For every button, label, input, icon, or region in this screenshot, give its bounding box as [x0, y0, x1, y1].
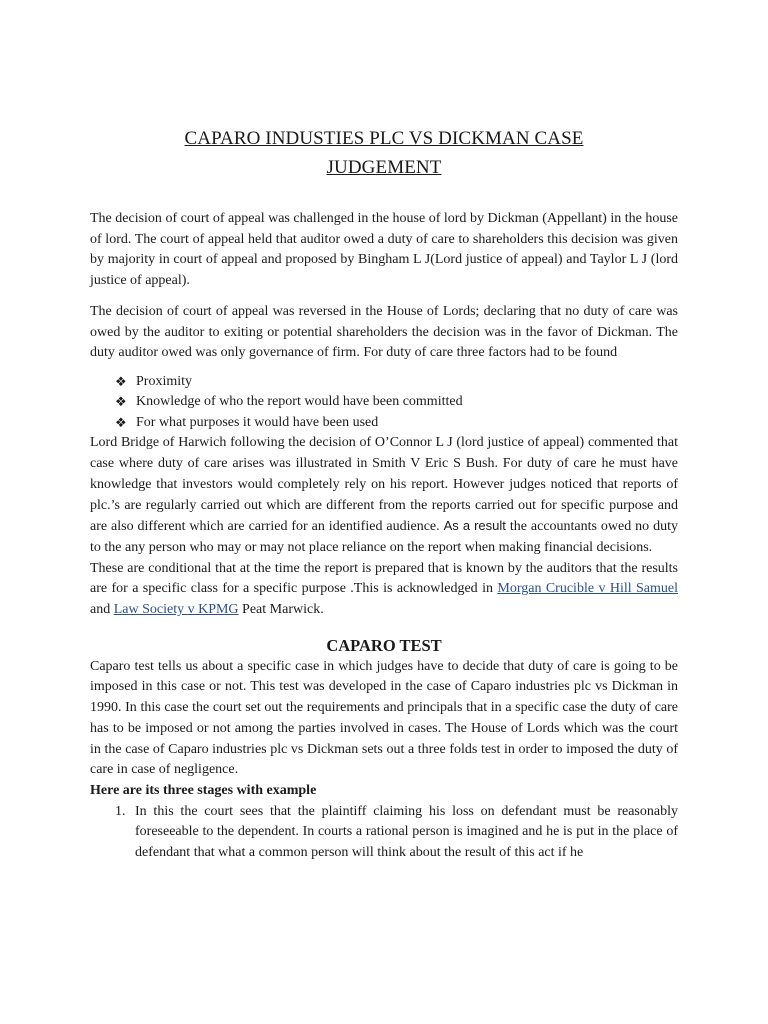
diamond-bullet-icon: ❖: [115, 414, 127, 430]
factor-item: ❖ For what purposes it would have been used: [115, 413, 678, 434]
stages-heading: Here are its three stages with example: [90, 782, 317, 798]
factors-list: [90, 372, 678, 434]
document-page: [90, 0, 678, 864]
stage-number: 1.: [115, 803, 126, 819]
factor-item: ❖ Knowledge of who the report would have been committed: [115, 392, 678, 413]
paragraph-house-of-lords: The decision of court of appeal was reversed in the House of Lords; declaring that no duty of care was owed by the auditor to exiting or potential shareholders the decision was in the favor of Dickman. The duty auditor owed was only governance of firm. For duty of care three factors had to be found: [90, 303, 678, 361]
diamond-bullet-icon: ❖: [115, 394, 127, 410]
link-morgan-crucible[interactable]: Morgan Crucible v Hill Samuel: [497, 581, 678, 597]
stage-text: In this the court sees that the plaintiff claiming his loss on defendant must be reasonably foreseeable to the dependent. In courts a rational person is imagined and he is put in the place of defendant that what a common person will think about the result of this act if he: [135, 803, 678, 861]
link-law-society-kpmg[interactable]: Law Society v KPMG: [113, 602, 239, 618]
stages-list: [90, 802, 678, 864]
title-line-1: CAPARO INDUSTIES PLC VS DICKMAN CASE: [184, 128, 584, 149]
diamond-bullet-icon: ❖: [115, 373, 127, 389]
paragraph-conditional: These are conditional that at the time the report is prepared that is known by the auditors that the results are for a specific class for a specific purpose .This is acknowledged in Morgan Crucible v Hill Samuel and Law Society v KPMG Peat Marwick.: [90, 560, 678, 618]
paragraph-lord-bridge: Lord Bridge of Harwich following the decision of O’Connor L J (lord justice of appeal) commented that case where duty of care arises was illustrated in Smith V Eric S Bush. For duty of care he must have knowledge that investors would completely rely on his report. However judges noticed that reports of plc.’s are regularly carried out which are different from the reports carried out for specific purpose and are also different which are carried for an identified audience. As a result the accountants owed no duty to the any person who may or may not place reliance on the report when making financial decisions.: [90, 435, 679, 555]
stage-item: [90, 802, 678, 864]
section-title-caparo-test: CAPARO TEST: [326, 635, 442, 655]
title-line-2: JUDGEMENT: [326, 157, 442, 178]
paragraph-caparo-test: Caparo test tells us about a specific case in which judges have to decide that duty of care is going to be imposed in this case or not. This test was developed in the case of Caparo industries plc vs Dickman in 1990. In this case the court set out the requirements and principals that in a specific case the duty of care has to be imposed or not among the parties involved in cases. The House of Lords which was the court in the case of Caparo industries plc vs Dickman sets out a three folds test in order to imposed the duty of care in case of negligence.: [90, 658, 678, 778]
factor-item: ❖ Proximity: [115, 372, 678, 393]
paragraph-court-of-appeal: The decision of court of appeal was challenged in the house of lord by Dickman (Appellant) in the house of lord. The court of appeal held that auditor owed a duty of care to shareholders this decision was given by majority in court of appeal and proposed by Bingham L J(Lord justice of appeal) and Taylor L J (lord justice of appeal).: [90, 211, 678, 289]
document-title: [90, 124, 678, 182]
